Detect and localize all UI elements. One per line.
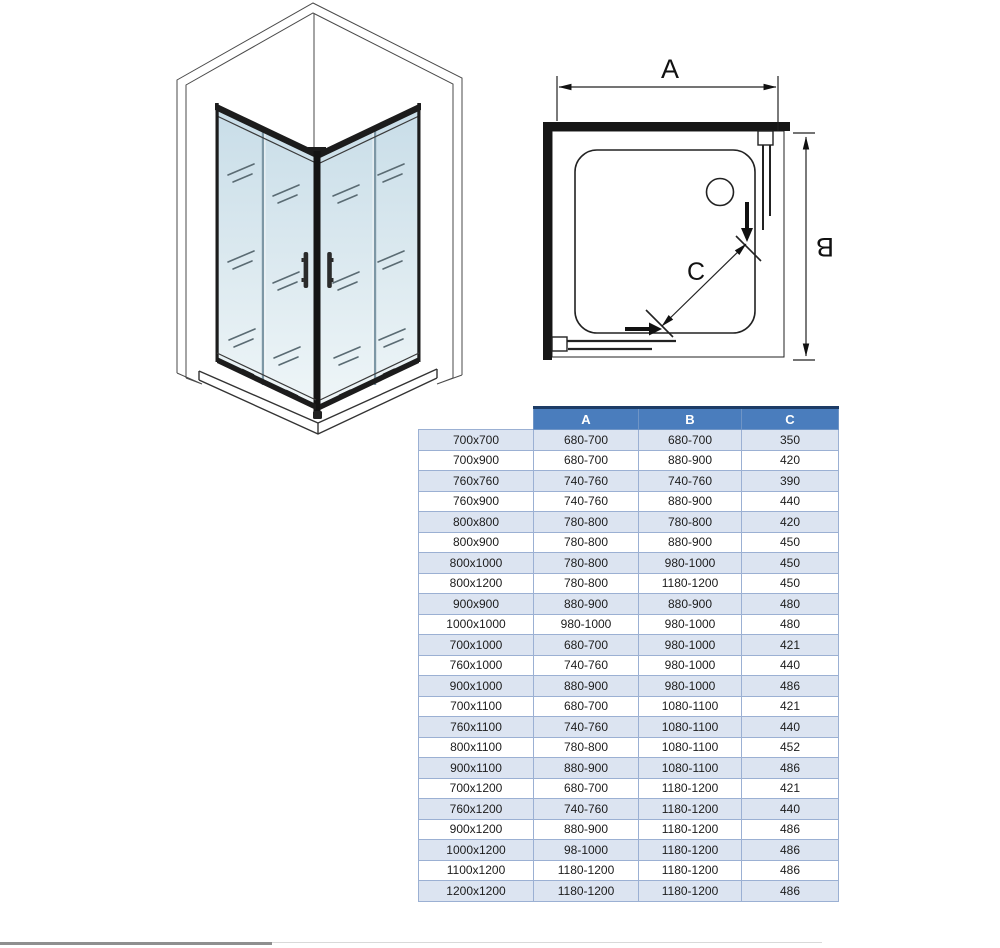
table-cell: 800x900 — [419, 532, 534, 553]
table-cell: 760x1100 — [419, 717, 534, 738]
table-cell: 420 — [742, 512, 839, 533]
table-cell: 880-900 — [639, 491, 742, 512]
table-cell: 980-1000 — [639, 553, 742, 574]
table-cell: 980-1000 — [639, 635, 742, 656]
table-row — [419, 532, 839, 553]
table-cell: 900x1000 — [419, 676, 534, 697]
table-cell: 880-900 — [534, 676, 639, 697]
dimension-b — [793, 133, 815, 360]
table-row — [419, 573, 839, 594]
table-cell: 680-700 — [534, 450, 639, 471]
table-cell: 780-800 — [534, 512, 639, 533]
table-cell: 440 — [742, 655, 839, 676]
table-cell: 1080-1100 — [639, 737, 742, 758]
table-cell: 900x900 — [419, 594, 534, 615]
table-cell: 780-800 — [534, 573, 639, 594]
table-cell: 1180-1200 — [639, 573, 742, 594]
table-row — [419, 819, 839, 840]
table-cell: 98-1000 — [534, 840, 639, 861]
size-table — [418, 406, 839, 902]
dimension-a-label: A — [660, 54, 680, 84]
table-cell: 680-700 — [534, 635, 639, 656]
table-cell: 680-700 — [534, 696, 639, 717]
table-cell: 421 — [742, 696, 839, 717]
table-row — [419, 512, 839, 533]
table-cell: 486 — [742, 758, 839, 779]
glass-panel-left — [217, 106, 316, 408]
table-cell: 740-760 — [534, 471, 639, 492]
table-cell: 700x1000 — [419, 635, 534, 656]
table-cell: 486 — [742, 676, 839, 697]
table-cell: 486 — [742, 819, 839, 840]
plan-view-diagram — [530, 50, 845, 375]
table-cell: 421 — [742, 778, 839, 799]
table-row — [419, 758, 839, 779]
table-row — [419, 430, 839, 451]
table-cell: 740-760 — [534, 491, 639, 512]
table-cell: 800x1100 — [419, 737, 534, 758]
table-cell: 740-760 — [534, 655, 639, 676]
table-cell: 780-800 — [534, 553, 639, 574]
table-cell: 700x1100 — [419, 696, 534, 717]
table-cell: 1080-1100 — [639, 758, 742, 779]
table-cell: 486 — [742, 881, 839, 902]
enclosure-outline — [552, 131, 784, 357]
table-cell: 1200x1200 — [419, 881, 534, 902]
table-cell: 480 — [742, 614, 839, 635]
table-cell: 880-900 — [534, 819, 639, 840]
table-cell: 1180-1200 — [639, 819, 742, 840]
table-cell: 486 — [742, 860, 839, 881]
scrollbar-remnant[interactable] — [0, 942, 272, 945]
table-cell: 880-900 — [639, 450, 742, 471]
table-cell: 1080-1100 — [639, 717, 742, 738]
wall-top — [543, 122, 790, 131]
table-cell: 1080-1100 — [639, 696, 742, 717]
table-row — [419, 594, 839, 615]
table-row — [419, 881, 839, 902]
column-header-a: A — [534, 408, 639, 430]
table-cell: 760x1000 — [419, 655, 534, 676]
table-cell: 780-800 — [639, 512, 742, 533]
dimension-c-label: C — [686, 258, 706, 286]
table-cell: 980-1000 — [534, 614, 639, 635]
table-cell: 452 — [742, 737, 839, 758]
table-cell: 980-1000 — [639, 655, 742, 676]
table-row — [419, 614, 839, 635]
table-corner-cell — [419, 408, 534, 430]
table-row — [419, 471, 839, 492]
table-cell: 1100x1200 — [419, 860, 534, 881]
table-cell: 440 — [742, 717, 839, 738]
table-cell: 450 — [742, 573, 839, 594]
table-cell: 1000x1000 — [419, 614, 534, 635]
column-header-b: B — [639, 408, 742, 430]
table-row — [419, 717, 839, 738]
table-row — [419, 840, 839, 861]
table-cell: 740-760 — [534, 799, 639, 820]
table-cell: 440 — [742, 491, 839, 512]
table-row — [419, 450, 839, 471]
table-cell: 780-800 — [534, 737, 639, 758]
table-cell: 450 — [742, 553, 839, 574]
table-cell: 1180-1200 — [639, 799, 742, 820]
table-cell: 880-900 — [534, 758, 639, 779]
table-cell: 680-700 — [534, 430, 639, 451]
table-row — [419, 778, 839, 799]
table-cell: 760x760 — [419, 471, 534, 492]
table-cell: 760x900 — [419, 491, 534, 512]
table-cell: 980-1000 — [639, 614, 742, 635]
column-header-c: C — [742, 408, 839, 430]
glass-panel-right — [320, 106, 419, 408]
table-cell: 390 — [742, 471, 839, 492]
table-cell: 350 — [742, 430, 839, 451]
table-cell: 1180-1200 — [534, 860, 639, 881]
table-row — [419, 860, 839, 881]
table-row — [419, 799, 839, 820]
table-row — [419, 635, 839, 656]
table-cell: 880-900 — [639, 594, 742, 615]
table-cell: 486 — [742, 840, 839, 861]
table-row — [419, 737, 839, 758]
table-cell: 700x900 — [419, 450, 534, 471]
table-cell: 780-800 — [534, 532, 639, 553]
corner-shower-isometric-diagram — [95, 0, 480, 445]
table-cell: 1180-1200 — [639, 881, 742, 902]
table-cell: 480 — [742, 594, 839, 615]
wall-left — [543, 122, 552, 360]
table-cell: 740-760 — [534, 717, 639, 738]
table-cell: 1000x1200 — [419, 840, 534, 861]
table-cell: 880-900 — [534, 594, 639, 615]
table-cell: 760x1200 — [419, 799, 534, 820]
table-header-row — [419, 408, 839, 430]
table-cell: 900x1200 — [419, 819, 534, 840]
table-cell: 740-760 — [639, 471, 742, 492]
table-cell: 1180-1200 — [639, 860, 742, 881]
table-cell: 900x1100 — [419, 758, 534, 779]
table-row — [419, 553, 839, 574]
table-row — [419, 696, 839, 717]
table-cell: 700x700 — [419, 430, 534, 451]
table-cell: 880-900 — [639, 532, 742, 553]
dimension-b-label: B — [815, 232, 835, 262]
table-cell: 420 — [742, 450, 839, 471]
table-cell: 421 — [742, 635, 839, 656]
table-cell: 700x1200 — [419, 778, 534, 799]
table-cell: 1180-1200 — [534, 881, 639, 902]
table-row — [419, 655, 839, 676]
table-cell: 1180-1200 — [639, 778, 742, 799]
table-cell: 450 — [742, 532, 839, 553]
table-cell: 800x1200 — [419, 573, 534, 594]
size-table-container — [418, 406, 839, 902]
scrollbar-track-remnant — [272, 942, 822, 943]
table-cell: 980-1000 — [639, 676, 742, 697]
table-cell: 440 — [742, 799, 839, 820]
table-cell: 800x1000 — [419, 553, 534, 574]
table-cell: 1180-1200 — [639, 840, 742, 861]
table-row — [419, 676, 839, 697]
table-cell: 680-700 — [639, 430, 742, 451]
table-row — [419, 491, 839, 512]
table-cell: 800x800 — [419, 512, 534, 533]
table-cell: 680-700 — [534, 778, 639, 799]
